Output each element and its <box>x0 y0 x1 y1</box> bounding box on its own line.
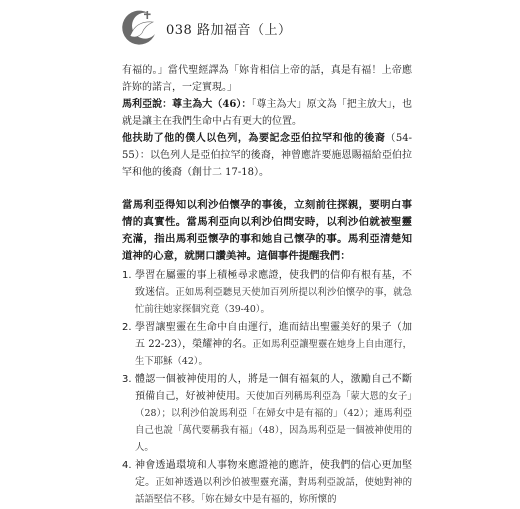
item-number: 4. <box>122 460 132 471</box>
lesson-list <box>122 267 412 508</box>
quote-paragraph: 有福的。」當代聖經譯為「妳肯相信上帝的話，真是有福！上帝應許妳的諾言，一定實現。」 <box>122 65 412 93</box>
list-item <box>122 371 412 456</box>
list-item <box>122 319 412 370</box>
verse-heading: 他扶助了他的僕人以色列，為要記念亞伯拉罕和他的後裔 <box>122 133 386 144</box>
page-header <box>120 8 291 48</box>
item-main-text: 體認一個被神使用的人，將是一個有福氣的人，激勵自己不斷預備自己，好被神使用。 <box>135 374 412 402</box>
verse-explanation: （54-55）：以色列人是亞伯拉罕的後裔，神曾應許要施恩賜福給亞伯拉罕和他的後裔（創廿二 17-18）。 <box>122 133 412 178</box>
page-title: 038 路加福音（上） <box>166 22 292 38</box>
verse-explanation: 「尊主為大」原文為「把主放大」，也就是讓主在我們生命中占有更大的位置。 <box>122 99 413 127</box>
item-number: 2. <box>122 322 132 333</box>
list-item <box>122 267 412 318</box>
verse-note-46 <box>122 96 412 130</box>
item-note: 天使加百列稱馬利亞為「蒙大恩的女子」（28）；以利沙伯說馬利亞「在婦女中是有福的」（42）；連馬利亞自己也說「萬代要稱我有福」（48），因為馬利亞是一個被神使用的人。 <box>135 391 412 453</box>
item-number: 3. <box>122 374 132 385</box>
page-body <box>122 62 412 509</box>
item-note: 正如神透過以利沙伯被聖靈充滿，對馬利亞說話，使她對神的話語堅信不移。「妳在婦女中是有福的，妳所懷的 <box>135 477 412 505</box>
list-item <box>122 457 412 508</box>
item-main-text: 學習在屬靈的事上積極尋求應證，使我們的信仰有根有基，不致迷信。 <box>135 270 412 298</box>
verse-note-54 <box>122 130 412 181</box>
item-main-text: 神會透過環境和人事物來應證祂的應許，使我們的信心更加堅定。 <box>135 460 412 488</box>
item-number: 1. <box>122 270 132 281</box>
dove-logo-icon <box>120 8 160 48</box>
intro-paragraph: 當馬利亞得知以利沙伯懷孕的事後，立刻前往探親，要明白事情的真實性。當馬利亞向以利沙伯問安時，以利沙伯就被聖靈充滿，指出馬利亞懷孕的事和她自己懷孕的事。馬利亞清楚知道神的心意，就開口讚美神。這個事件提醒我們： <box>122 199 412 262</box>
item-note: 正如馬利亞讓聖靈在她身上自由運行，生下耶穌（42）。 <box>135 339 412 367</box>
verse-heading: 馬利亞說：尊主為大（46）： <box>122 99 252 110</box>
item-note: 正如馬利亞聽見天使加百列所提以利沙伯懷孕的事，就急忙前往她家探個究竟（39-40）。 <box>135 287 412 315</box>
item-main-text: 學習讓聖靈在生命中自由運行，進而結出聖靈美好的果子（加五 22-23），榮耀神的名。 <box>135 322 412 350</box>
